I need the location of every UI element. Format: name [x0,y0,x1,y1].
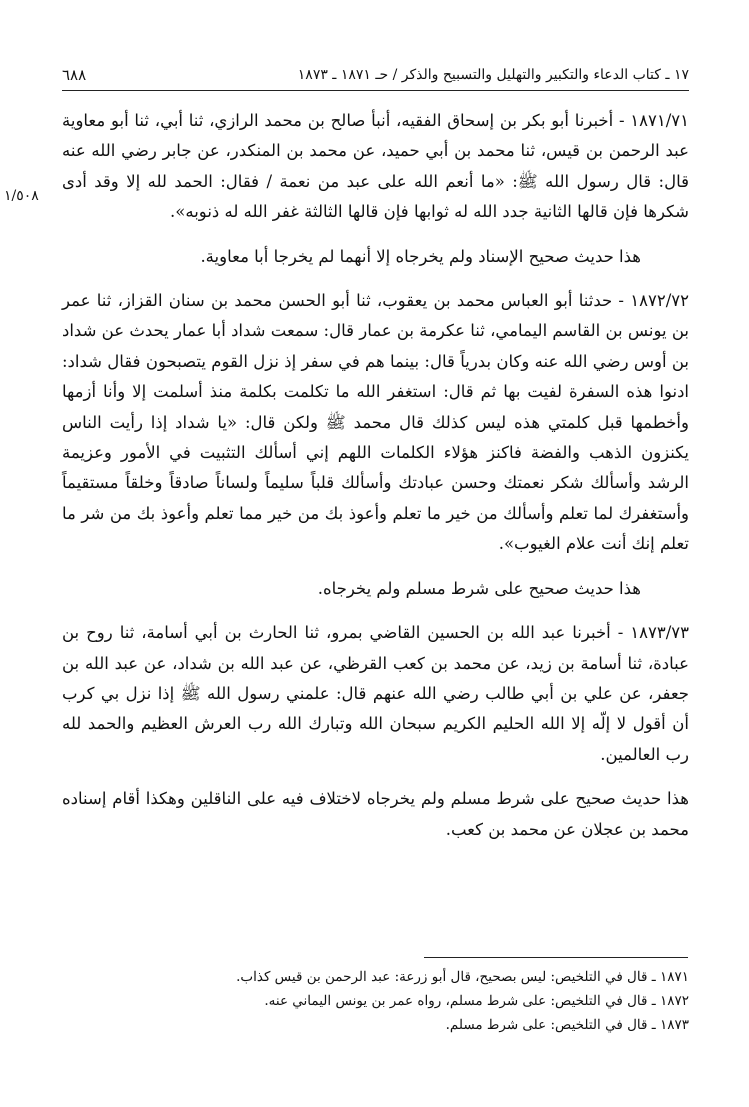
footnote-divider [424,957,688,958]
page-number: ٦٨٨ [62,66,87,84]
footnote-1873: ١٨٧٣ ـ قال في التلخيص: على شرط مسلم. [445,1017,689,1033]
main-text [62,106,689,859]
margin-folio-note: ١/٥٠٨ [4,188,39,204]
footnote-1872: ١٨٧٢ ـ قال في التلخيص: على شرط مسلم، رواه عمر بن يونس اليماني عنه. [264,993,689,1009]
running-title: ١٧ ـ كتاب الدعاء والتكبير والتهليل والتسبيح والذكر / حـ ١٨٧١ ـ ١٨٧٣ [297,67,689,83]
footnotes [62,965,689,1037]
running-header [62,64,689,91]
hadith-1872: ١٨٧٢/٧٢ - حدثنا أبو العباس محمد بن يعقوب، ثنا أبو الحسن محمد بن سنان القزاز، ثنا عمر بن يونس بن القاسم اليمامي، ثنا عكرمة بن عمار قال: سمعت شداد أبا عمار يحدث عن شداد بن أوس رضي الله عنه وكان بدرياً قال: بينما هم في سفر إذ نزل القوم يتصبحون فقال شداد: ادنوا هذه السفرة لفيت بها ثم قال: استغفر الله ما تكلمت بكلمة منذ أسلمت إلا وأنا أزمها وأخطمها قبل كلمتي هذه ليس كذلك قال محمد ﷺ ولكن قال: «يا شداد إذا رأيت الناس يكنزون الذهب والفضة فاكنز هؤلاء الكلمات اللهم إني أسألك التثبيت في الأمور وعزيمة الرشد وأسألك شكر نعمتك وحسن عبادتك وأسألك قلباً سليماً ولساناً صادقاً وخلقاً مستقيماً وأستغفرك لما تعلم وأسألك من خير ما تعلم وأعوذ بك من خير مما تعلم وأعوذ بك من شر ما تعلم إنك أنت علام الغيوب». [62,291,689,554]
grading-1872: هذا حديث صحيح على شرط مسلم ولم يخرجاه. [317,578,641,598]
grading-1871: هذا حديث صحيح الإسناد ولم يخرجاه إلا أنهما لم يخرجا أبا معاوية. [200,246,641,266]
footnote-1871: ١٨٧١ ـ قال في التلخيص: ليس بصحيح، قال أبو زرعة: عبد الرحمن بن قيس كذاب. [236,969,689,985]
hadith-1873: ١٨٧٣/٧٣ - أخبرنا عبد الله بن الحسين القاضي بمرو، ثنا الحارث بن أبي أسامة، ثنا روح بن عبادة، ثنا أسامة بن زيد، عن محمد بن كعب القرظي، عن عبد الله بن شداد، عن عبد الله بن جعفر، عن علي بن أبي طالب رضي الله عنهم قال: علمني رسول الله ﷺ إذا نزل بي كرب أن أقول لا إلّه إلا الله الحليم الكريم سبحان الله وتبارك الله رب العرش العظيم والحمد لله رب العالمين. [62,623,689,764]
hadith-1871: ١٨٧١/٧١ - أخبرنا أبو بكر بن إسحاق الفقيه، أنبأ صالح بن محمد الرازي، ثنا أبي، ثنا أبو معاوية عبد الرحمن بن قيس، ثنا محمد بن أبي حميد، عن محمد بن المنكدر، عن جابر رضي الله عنه قال: قال رسول الله ﷺ: «ما أنعم الله على عبد من نعمة / فقال: الحمد لله إلا وقد أدى شكرها فإن قالها الثانية جدد الله له ثوابها فإن قالها الثالثة غفر الله له ذنوبه». [62,111,689,222]
grading-1873: هذا حديث صحيح على شرط مسلم ولم يخرجاه لاختلاف فيه على الناقلين وهكذا أقام إسناده محمد بن عجلان عن محمد بن كعب. [62,789,689,839]
